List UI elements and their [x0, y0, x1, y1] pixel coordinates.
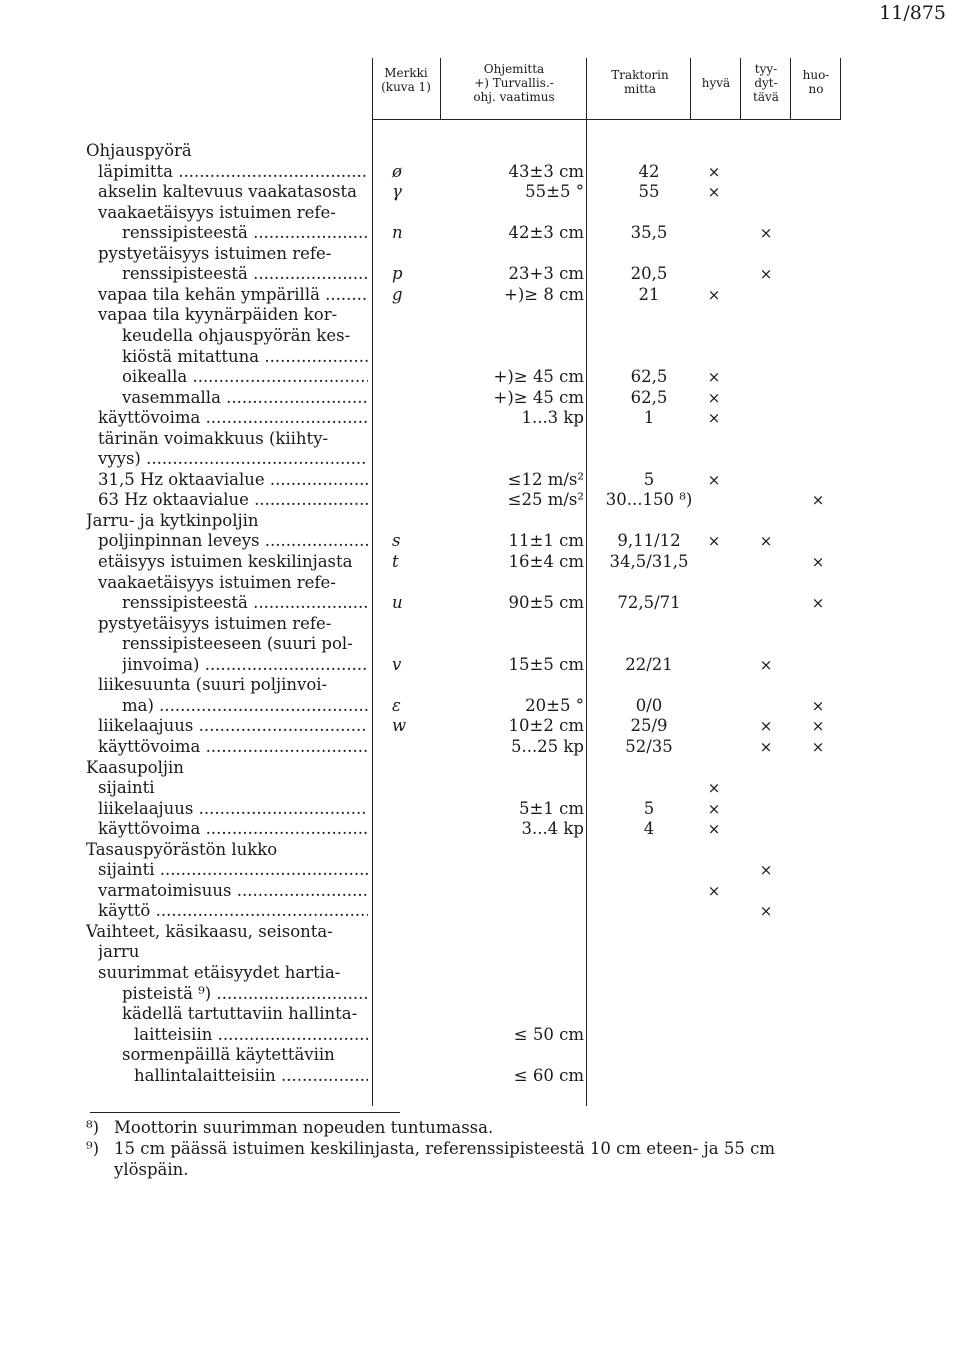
- footnote-mark: ⁸): [86, 1118, 100, 1137]
- row-requirement: 11±1 cm: [508, 531, 584, 551]
- header-tyydyttava: [744, 62, 788, 104]
- table-row: [0, 552, 960, 572]
- mark-tyydyttava-icon: ×: [759, 737, 773, 756]
- row-label: vapaa tila kehän ympärillä .....: [98, 285, 368, 305]
- row-tractor-value: 0/0: [635, 695, 663, 715]
- mark-hyva-icon: ×: [707, 470, 721, 489]
- row-tractor-value: 34,5/31,5: [609, 552, 689, 571]
- row-requirement: 5±1 cm: [519, 798, 584, 818]
- table-row: [0, 449, 960, 469]
- header-line: huo-: [802, 68, 830, 82]
- row-label: renssipisteestä .....: [122, 593, 368, 613]
- row-label: käyttövoima .....: [98, 737, 368, 757]
- row-tractor-value: 5: [643, 469, 655, 489]
- row-label: vapaa tila kyynärpäiden kor-: [98, 305, 338, 325]
- row-symbol: w: [392, 716, 407, 736]
- mark-hyva-icon: ×: [707, 409, 721, 428]
- row-label: käyttövoima .....: [98, 408, 368, 428]
- row-label: kiöstä mitattuna .....: [122, 347, 368, 367]
- header-merkki: [376, 66, 436, 94]
- row-symbol: γ: [392, 182, 402, 202]
- row-label: vasemmalla .....: [122, 388, 368, 408]
- table-row: [0, 1025, 960, 1045]
- mark-huono-icon: ×: [811, 737, 825, 756]
- table-row: [0, 675, 960, 695]
- mark-tyydyttava-icon: ×: [759, 265, 773, 284]
- table-row: [0, 634, 960, 654]
- row-requirement: +)≥ 45 cm: [493, 367, 584, 387]
- table-row: [0, 593, 960, 613]
- footnote-text: ylöspäin.: [114, 1160, 189, 1179]
- table-row: [0, 778, 960, 798]
- header-line: dyt-: [754, 76, 778, 90]
- row-symbol: n: [392, 223, 403, 243]
- mark-tyydyttava-icon: ×: [759, 224, 773, 243]
- table-row: [0, 244, 960, 264]
- header-line: (kuva 1): [381, 80, 431, 94]
- rule-h-table-bottom: [90, 1112, 400, 1113]
- mark-hyva-icon: ×: [707, 881, 721, 900]
- row-tractor-value: 62,5: [630, 367, 668, 387]
- row-label: pystyetäisyys istuimen refe-: [98, 243, 332, 263]
- mark-hyva-icon: ×: [707, 285, 721, 304]
- row-label: liikelaajuus .....: [98, 799, 368, 819]
- table-row: [0, 141, 960, 161]
- row-requirement: 43±3 cm: [508, 161, 584, 181]
- header-line: hyvä: [701, 76, 731, 90]
- mark-tyydyttava-icon: ×: [759, 861, 773, 880]
- table-row: [0, 1066, 960, 1086]
- row-requirement: 90±5 cm: [508, 593, 584, 613]
- table-row: [0, 737, 960, 757]
- row-symbol: ø: [392, 161, 402, 181]
- row-label: Tasauspyörästön lukko: [86, 839, 278, 859]
- row-label: Kaasupoljin: [86, 757, 184, 777]
- row-label: 63 Hz oktaavialue .....: [98, 490, 368, 510]
- row-requirement: 23+3 cm: [508, 264, 584, 284]
- row-requirement: +)≥ 8 cm: [504, 284, 584, 304]
- table-row: [0, 984, 960, 1004]
- row-requirement: ≤ 50 cm: [513, 1024, 584, 1044]
- row-label: akselin kaltevuus vaakatasosta: [98, 182, 357, 202]
- row-label: renssipisteestä .....: [122, 264, 368, 284]
- row-symbol: p: [392, 264, 403, 284]
- table-row: [0, 285, 960, 305]
- row-requirement: ≤25 m/s²: [507, 490, 584, 510]
- mark-hyva-icon: ×: [707, 532, 721, 551]
- mark-huono-icon: ×: [811, 553, 825, 571]
- mark-hyva-icon: ×: [707, 820, 721, 839]
- row-tractor-value: 1: [643, 408, 655, 428]
- mark-hyva-icon: ×: [707, 779, 721, 798]
- row-label: oikealla .....: [122, 367, 368, 387]
- row-label: sormenpäillä käytettäviin: [122, 1045, 335, 1065]
- row-label: tärinän voimakkuus (kiihty-: [98, 428, 329, 448]
- row-label: vaakaetäisyys istuimen refe-: [98, 572, 336, 592]
- row-label: läpimitta .....: [98, 162, 368, 182]
- row-tractor-value: 22/21: [625, 654, 673, 674]
- table-row: [0, 347, 960, 367]
- row-requirement: 42±3 cm: [508, 223, 584, 243]
- row-symbol: ε: [392, 695, 401, 715]
- table-row: [0, 203, 960, 223]
- row-tractor-value: 25/9: [630, 716, 668, 736]
- mark-hyva-icon: ×: [707, 162, 721, 181]
- row-tractor-value: 9,11/12: [617, 531, 681, 551]
- row-label: jarru: [98, 942, 140, 962]
- rule-v-tyyd: [790, 58, 791, 120]
- header-line: Merkki: [384, 66, 428, 80]
- row-label: renssipisteestä .....: [122, 223, 368, 243]
- row-label: kädellä tartuttaviin hallinta-: [122, 1004, 358, 1024]
- table-row: [0, 758, 960, 778]
- table-row: [0, 1045, 960, 1065]
- table-row: [0, 942, 960, 962]
- mark-huono-icon: ×: [811, 696, 825, 715]
- table-row: [0, 162, 960, 182]
- row-symbol: g: [392, 284, 403, 304]
- row-requirement: 15±5 cm: [508, 654, 584, 674]
- row-requirement: ≤12 m/s²: [507, 469, 584, 489]
- table-row: [0, 408, 960, 428]
- row-symbol: s: [392, 531, 401, 551]
- header-ohjemitta: [452, 62, 576, 104]
- row-label: poljinpinnan leveys .....: [98, 531, 368, 551]
- row-label: pystyetäisyys istuimen refe-: [98, 613, 332, 633]
- header-line: Traktorin: [611, 68, 669, 82]
- row-requirement: 55±5 °: [525, 182, 584, 202]
- row-tractor-value: 20,5: [630, 264, 668, 284]
- header-line: +) Turvallis.-: [474, 76, 554, 90]
- row-symbol: u: [392, 593, 403, 613]
- mark-hyva-icon: ×: [707, 183, 721, 202]
- table-row: [0, 799, 960, 819]
- row-requirement: 20±5 °: [525, 695, 584, 715]
- row-label: liikelaajuus .....: [98, 716, 368, 736]
- row-label: Jarru- ja kytkinpoljin: [86, 510, 259, 530]
- row-tractor-value: 4: [643, 819, 655, 839]
- header-line: tävä: [753, 90, 779, 104]
- row-label: sijainti: [98, 778, 155, 798]
- header-huono: [796, 68, 836, 96]
- footnote-mark: ⁹): [86, 1139, 100, 1158]
- table-row: [0, 490, 960, 510]
- header-line: ohj. vaatimus: [473, 90, 555, 104]
- row-label: vaakaetäisyys istuimen refe-: [98, 202, 336, 222]
- mark-huono-icon: ×: [811, 717, 825, 736]
- row-requirement: 1...3 kp: [521, 408, 584, 428]
- row-tractor-value: 55: [638, 182, 660, 202]
- table-row: [0, 470, 960, 490]
- row-label: Ohjauspyörä: [86, 141, 192, 160]
- footnote-text: 15 cm päässä istuimen keskilinjasta, referenssipisteestä 10 cm eteen- ja 55 cm: [114, 1139, 775, 1158]
- row-label: renssipisteeseen (suuri pol-: [122, 634, 353, 654]
- table-row: [0, 614, 960, 634]
- row-tractor-value: 72,5/71: [617, 593, 681, 613]
- row-tractor-value: 52/35: [625, 736, 673, 756]
- mark-huono-icon: ×: [811, 491, 825, 510]
- header-line: mitta: [623, 82, 656, 96]
- table-row: [0, 840, 960, 860]
- mark-tyydyttava-icon: ×: [759, 902, 773, 921]
- row-symbol: v: [392, 654, 402, 674]
- row-label: laitteisiin .....: [134, 1025, 368, 1045]
- row-label: jinvoima) .....: [122, 655, 368, 675]
- table-row: [0, 881, 960, 901]
- row-label: etäisyys istuimen keskilinjasta: [98, 552, 353, 571]
- mark-hyva-icon: ×: [707, 368, 721, 387]
- row-tractor-value: 42: [638, 161, 660, 181]
- row-label: varmatoimisuus .....: [98, 881, 368, 901]
- page-number: 11/875: [879, 2, 946, 24]
- table-row: [0, 367, 960, 387]
- row-requirement: 10±2 cm: [508, 716, 584, 736]
- mark-hyva-icon: ×: [707, 799, 721, 818]
- footnote-text: Moottorin suurimman nopeuden tuntumassa.: [114, 1118, 494, 1137]
- row-requirement: ≤ 60 cm: [513, 1065, 584, 1085]
- row-tractor-value: 21: [638, 284, 660, 304]
- row-label: suurimmat etäisyydet hartia-: [98, 963, 341, 982]
- table-row: [0, 901, 960, 921]
- table-row: [0, 429, 960, 449]
- header-hyva: [696, 76, 736, 90]
- table-row: [0, 531, 960, 551]
- mark-huono-icon: ×: [811, 594, 825, 613]
- rule-v-traktorin: [690, 58, 691, 120]
- table-row: [0, 963, 960, 983]
- table-row: [0, 326, 960, 346]
- mark-tyydyttava-icon: ×: [759, 655, 773, 674]
- table-row: [0, 819, 960, 839]
- mark-tyydyttava-icon: ×: [759, 532, 773, 551]
- header-line: tyy-: [754, 62, 778, 76]
- mark-hyva-icon: ×: [707, 388, 721, 407]
- row-requirement: +)≥ 45 cm: [493, 387, 584, 407]
- row-label: vyys) .....: [98, 449, 368, 469]
- row-requirement: 3...4 kp: [521, 819, 584, 839]
- table-row: [0, 655, 960, 675]
- table-row: [0, 860, 960, 880]
- row-tractor-value: 62,5: [630, 387, 668, 407]
- row-label: pisteistä ⁹) .....: [122, 984, 368, 1004]
- header-traktorin-mitta: [592, 68, 688, 96]
- table-row: [0, 388, 960, 408]
- rule-v-right: [840, 58, 841, 120]
- row-requirement: 16±4 cm: [508, 552, 584, 571]
- table-row: [0, 922, 960, 942]
- table-row: [0, 223, 960, 243]
- row-label: 31,5 Hz oktaavialue .....: [98, 470, 368, 490]
- row-tractor-value: 35,5: [630, 223, 668, 243]
- table-row: [0, 264, 960, 284]
- row-requirement: 5...25 kp: [510, 736, 584, 756]
- header-line: no: [808, 82, 824, 96]
- header-line: Ohjemitta: [483, 62, 545, 76]
- table-row: [0, 1004, 960, 1024]
- rule-h-header-bottom: [372, 119, 840, 120]
- row-label: liikesuunta (suuri poljinvoi-: [98, 675, 328, 695]
- row-label: sijainti .....: [98, 860, 368, 880]
- table-row: [0, 305, 960, 325]
- row-label: ma) .....: [122, 696, 368, 716]
- row-label: käyttö .....: [98, 901, 368, 921]
- row-label: hallintalaitteisiin .....: [134, 1066, 368, 1086]
- row-label: käyttövoima .....: [98, 819, 368, 839]
- row-tractor-value: 5: [643, 798, 655, 818]
- rule-v-merkki: [440, 58, 441, 120]
- table-row: [0, 696, 960, 716]
- table-row: [0, 716, 960, 736]
- table-row: [0, 511, 960, 531]
- table-row: [0, 182, 960, 202]
- rule-v-hyva: [740, 58, 741, 120]
- row-label: Vaihteet, käsikaasu, seisonta-: [86, 921, 333, 941]
- row-tractor-value: 30...150 ⁸): [605, 490, 693, 510]
- mark-tyydyttava-icon: ×: [759, 717, 773, 736]
- table-row: [0, 573, 960, 593]
- row-label: keudella ohjauspyörän kes-: [122, 325, 351, 345]
- row-symbol: t: [392, 552, 399, 571]
